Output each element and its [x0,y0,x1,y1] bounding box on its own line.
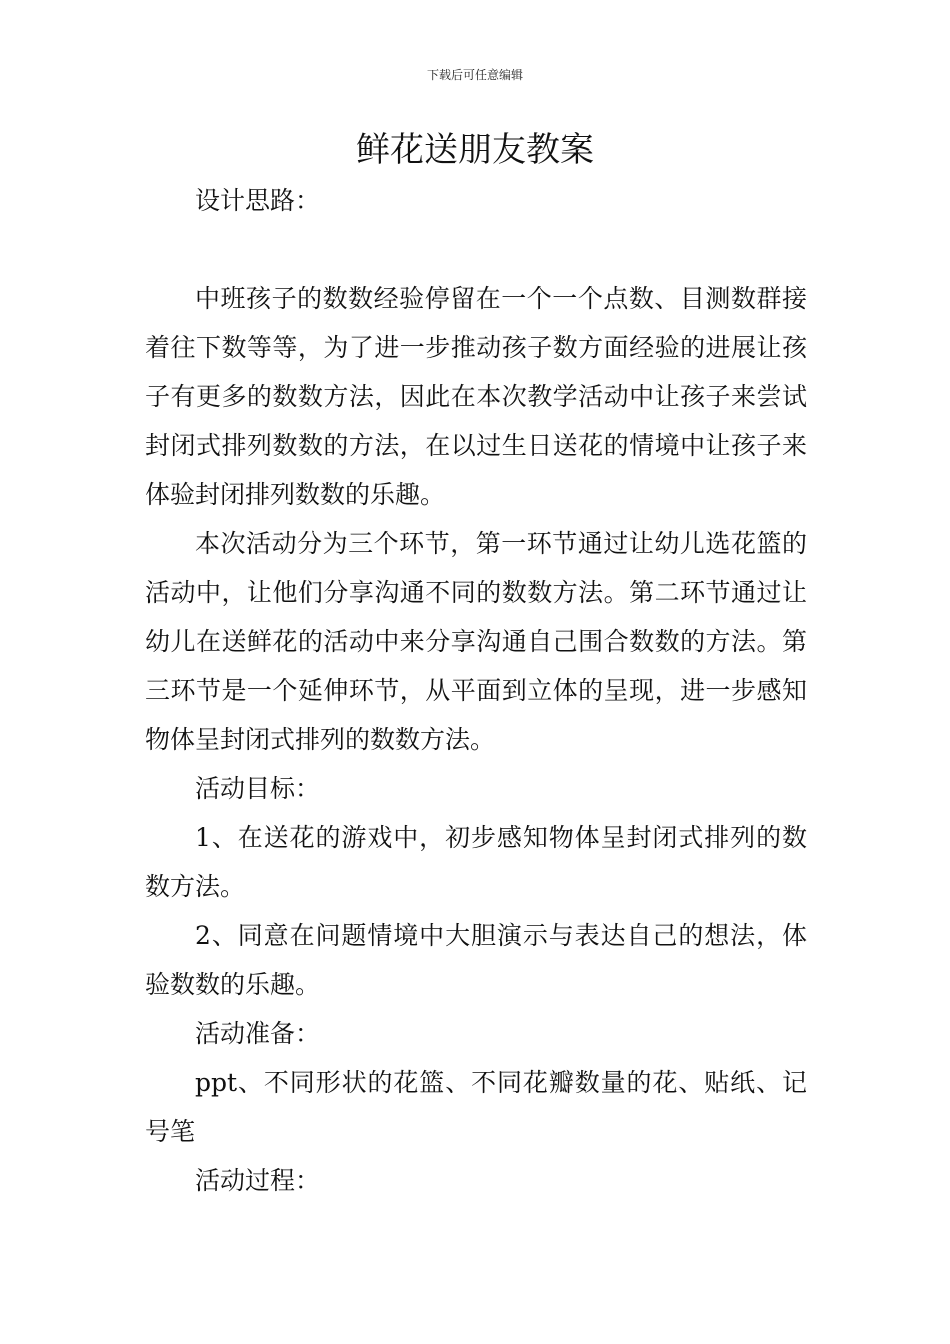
goal-item-1: 1、在送花的游戏中，初步感知物体呈封闭式排列的数数方法。 [145,823,807,901]
goal-item-2: 2、同意在问题情境中大胆演示与表达自己的想法，体验数数的乐趣。 [145,921,807,999]
section-heading-design: 设计思路： [195,186,321,215]
section-heading-preparation: 活动准备： [195,1019,321,1048]
document-body [145,176,807,1205]
paragraph-design-2: 本次活动分为三个环节，第一环节通过让幼儿选花篮的活动中，让他们分享沟通不同的数数方法。第二环节通过让幼儿在送鲜花的活动中来分享沟通自己围合数数的方法。第三环节是一个延伸环节，从平面到立体的呈现，进一步感知物体呈封闭式排列的数数方法。 [145,529,807,754]
preparation-list: ppt、不同形状的花篮、不同花瓣数量的花、贴纸、记号笔 [145,1068,807,1146]
section-heading-goals: 活动目标： [195,774,321,803]
section-heading-process: 活动过程： [195,1166,321,1195]
document-title: 鲜花送朋友教案 [356,130,594,170]
paragraph-design-1: 中班孩子的数数经验停留在一个一个点数、目测数群接着往下数等等，为了进一步推动孩子数方面经验的进展让孩子有更多的数数方法，因此在本次教学活动中让孩子来尝试封闭式排列数数的方法，在以过生日送花的情境中让孩子来体验封闭排列数数的乐趣。 [145,284,807,509]
header-note: 下载后可任意编辑 [426,68,523,82]
